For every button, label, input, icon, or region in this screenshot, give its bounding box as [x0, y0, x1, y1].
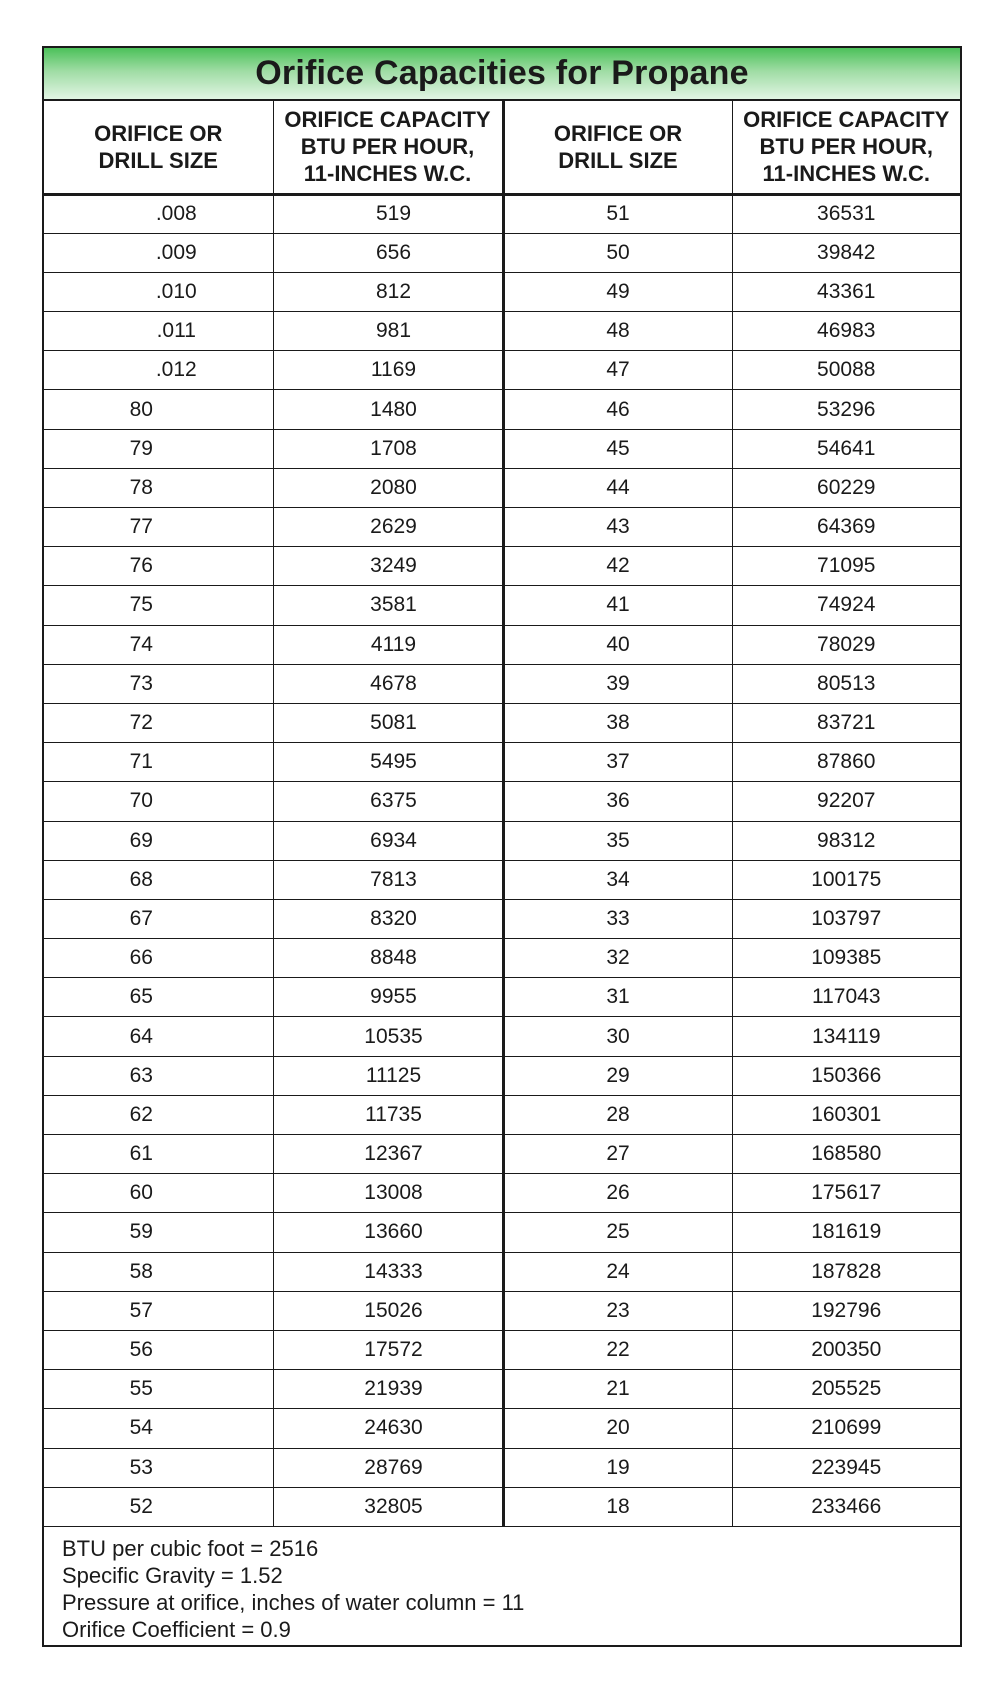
cell-orifice-size-right: 48: [503, 312, 732, 351]
cell-orifice-size-left: [44, 547, 273, 586]
cell-orifice-size-left: [44, 233, 273, 272]
orifice-size-left-value: 66: [129, 946, 153, 970]
orifice-size-left-value: 59: [129, 1220, 153, 1244]
table-row: [44, 1135, 960, 1174]
cell-capacity-left: [273, 703, 503, 742]
cell-capacity-left: [273, 1056, 503, 1095]
table-row: [44, 899, 960, 938]
cell-orifice-size-right: 22: [503, 1330, 732, 1369]
table-row: [44, 390, 960, 429]
cell-capacity-right: 78029: [732, 625, 960, 664]
orifice-size-left-value: 74: [129, 632, 153, 656]
cell-capacity-right: 160301: [732, 1095, 960, 1134]
orifice-size-left-value: 54: [129, 1416, 153, 1440]
orifice-size-left-value: 71: [129, 750, 153, 774]
orifice-size-left-value: 72: [129, 711, 153, 735]
cell-capacity-right: 60229: [732, 468, 960, 507]
orifice-size-left-value: 55: [129, 1377, 153, 1401]
cell-capacity-left: [273, 1291, 503, 1330]
cell-orifice-size-left: [44, 899, 273, 938]
orifice-size-left-value: 73: [129, 671, 153, 695]
orifice-size-left-value: 58: [129, 1259, 153, 1283]
capacity-left-value: 28769: [364, 1455, 423, 1479]
orifice-size-left-value: 53: [129, 1455, 153, 1479]
cell-capacity-right: 168580: [732, 1135, 960, 1174]
orifice-size-left-value: 69: [129, 828, 153, 852]
orifice-size-left-value: .011: [156, 319, 196, 343]
cell-capacity-left: [273, 1174, 503, 1213]
table-row: [44, 664, 960, 703]
cell-orifice-size-right: 34: [503, 860, 732, 899]
cell-orifice-size-right: 38: [503, 703, 732, 742]
note-specific-gravity: Specific Gravity = 1.52: [62, 1562, 283, 1588]
cell-capacity-left: [273, 429, 503, 468]
cell-capacity-right: 103797: [732, 899, 960, 938]
cell-orifice-size-right: 28: [503, 1095, 732, 1134]
notes: [44, 1527, 960, 1643]
table-row: [44, 351, 960, 390]
capacity-left-value: 1708: [370, 436, 417, 460]
table-row: [44, 1213, 960, 1252]
table-row: [44, 312, 960, 351]
orifice-size-left-value: 62: [129, 1102, 153, 1126]
cell-capacity-right: 74924: [732, 586, 960, 625]
orifice-size-left-value: 63: [129, 1063, 153, 1087]
cell-orifice-size-left: [44, 703, 273, 742]
cell-capacity-right: 233466: [732, 1487, 960, 1526]
cell-capacity-right: 80513: [732, 664, 960, 703]
cell-capacity-right: 150366: [732, 1056, 960, 1095]
note-pressure-at-orifice: Pressure at orifice, inches of water column = 11: [62, 1589, 525, 1615]
table-row: [44, 272, 960, 311]
capacity-left-value: 8320: [370, 906, 417, 930]
orifice-size-left-value: .012: [155, 358, 197, 382]
table-row: [44, 1174, 960, 1213]
table-row: [44, 1448, 960, 1487]
cell-capacity-right: 83721: [732, 703, 960, 742]
cell-orifice-size-right: 27: [503, 1135, 732, 1174]
capacity-left-value: 2629: [370, 515, 417, 539]
orifice-capacity-sheet: [42, 46, 962, 1647]
cell-orifice-size-left: [44, 625, 273, 664]
orifice-size-left-value: 57: [129, 1298, 153, 1322]
page-title: Orifice Capacities for Propane: [255, 54, 749, 92]
cell-capacity-right: 100175: [732, 860, 960, 899]
table-row: [44, 1409, 960, 1448]
cell-capacity-left: [273, 468, 503, 507]
cell-capacity-left: [273, 1213, 503, 1252]
cell-orifice-size-left: [44, 1291, 273, 1330]
title-bar: [44, 48, 960, 101]
cell-orifice-size-left: [44, 194, 273, 233]
orifice-size-left-value: 52: [129, 1494, 153, 1518]
header-orifice-size-left: ORIFICE OR DRILL SIZE: [44, 101, 273, 194]
cell-capacity-right: 117043: [732, 978, 960, 1017]
table-row: [44, 429, 960, 468]
cell-capacity-left: [273, 194, 503, 233]
cell-capacity-right: 175617: [732, 1174, 960, 1213]
cell-capacity-left: [273, 312, 503, 351]
cell-orifice-size-left: [44, 1135, 273, 1174]
cell-capacity-left: [273, 939, 503, 978]
cell-orifice-size-left: [44, 1252, 273, 1291]
cell-orifice-size-left: [44, 1095, 273, 1134]
cell-capacity-right: 71095: [732, 547, 960, 586]
capacity-left-value: 8848: [370, 946, 417, 970]
capacity-left-value: 5495: [370, 750, 417, 774]
cell-orifice-size-right: 42: [503, 547, 732, 586]
capacity-table: [44, 101, 960, 1527]
capacity-left-value: 4678: [370, 671, 417, 695]
cell-orifice-size-right: 40: [503, 625, 732, 664]
cell-capacity-right: 43361: [732, 272, 960, 311]
cell-capacity-left: [273, 821, 503, 860]
cell-orifice-size-right: 45: [503, 429, 732, 468]
cell-capacity-right: 53296: [732, 390, 960, 429]
cell-capacity-right: 87860: [732, 743, 960, 782]
cell-orifice-size-left: [44, 351, 273, 390]
capacity-left-value: 10535: [364, 1024, 423, 1048]
cell-orifice-size-right: 35: [503, 821, 732, 860]
cell-capacity-right: 46983: [732, 312, 960, 351]
note-orifice-coefficient: Orifice Coefficient = 0.9: [62, 1616, 291, 1642]
header-orifice-size-right: ORIFICE OR DRILL SIZE: [503, 101, 732, 194]
cell-capacity-left: [273, 664, 503, 703]
capacity-left-value: 13660: [364, 1220, 423, 1244]
capacity-left-value: 1480: [370, 397, 417, 421]
cell-capacity-left: [273, 272, 503, 311]
table-row: [44, 468, 960, 507]
cell-orifice-size-right: 24: [503, 1252, 732, 1291]
capacity-left-value: 981: [375, 319, 412, 343]
orifice-size-left-value: 70: [129, 789, 153, 813]
cell-orifice-size-right: 18: [503, 1487, 732, 1526]
cell-capacity-right: 134119: [732, 1017, 960, 1056]
cell-capacity-left: [273, 1095, 503, 1134]
cell-orifice-size-left: [44, 1330, 273, 1369]
cell-capacity-right: 92207: [732, 782, 960, 821]
cell-orifice-size-right: 36: [503, 782, 732, 821]
cell-orifice-size-right: 37: [503, 743, 732, 782]
table-row: [44, 821, 960, 860]
capacity-left-value: 519: [375, 202, 412, 226]
capacity-left-value: 3581: [370, 593, 417, 617]
capacity-left-value: 7813: [370, 867, 417, 891]
cell-capacity-right: 36531: [732, 194, 960, 233]
cell-orifice-size-right: 29: [503, 1056, 732, 1095]
cell-orifice-size-right: 46: [503, 390, 732, 429]
capacity-left-value: 11125: [365, 1063, 422, 1087]
cell-orifice-size-left: [44, 272, 273, 311]
capacity-left-value: 6375: [370, 789, 417, 813]
table-row: [44, 508, 960, 547]
cell-capacity-right: 50088: [732, 351, 960, 390]
capacity-left-value: 32805: [364, 1494, 423, 1518]
cell-orifice-size-left: [44, 1409, 273, 1448]
cell-orifice-size-left: [44, 978, 273, 1017]
table-row: [44, 978, 960, 1017]
table-row: [44, 1370, 960, 1409]
capacity-left-value: 9955: [370, 985, 417, 1009]
cell-capacity-left: [273, 1017, 503, 1056]
orifice-size-left-value: .009: [155, 240, 197, 264]
table-row: [44, 703, 960, 742]
cell-capacity-right: 210699: [732, 1409, 960, 1448]
orifice-size-left-value: 60: [129, 1181, 153, 1205]
table-body: [44, 194, 960, 1526]
capacity-left-value: 812: [375, 279, 412, 303]
cell-orifice-size-left: [44, 1056, 273, 1095]
cell-orifice-size-left: [44, 1487, 273, 1526]
cell-capacity-left: [273, 860, 503, 899]
table-row: [44, 860, 960, 899]
capacity-left-value: 24630: [364, 1416, 423, 1440]
header-capacity-left: ORIFICE CAPACITY BTU PER HOUR, 11-INCHES W.C.: [273, 101, 503, 194]
cell-orifice-size-right: 43: [503, 508, 732, 547]
table-row: [44, 1252, 960, 1291]
cell-orifice-size-right: 50: [503, 233, 732, 272]
cell-capacity-left: [273, 1135, 503, 1174]
cell-capacity-right: 98312: [732, 821, 960, 860]
capacity-left-value: 17572: [364, 1338, 423, 1362]
cell-capacity-left: [273, 586, 503, 625]
capacity-left-value: 656: [375, 240, 412, 264]
table-row: [44, 782, 960, 821]
cell-capacity-left: [273, 743, 503, 782]
capacity-left-value: 1169: [370, 358, 417, 382]
orifice-size-left-value: 64: [129, 1024, 153, 1048]
cell-capacity-left: [273, 978, 503, 1017]
orifice-size-left-value: 68: [129, 867, 153, 891]
table-row: [44, 1056, 960, 1095]
cell-orifice-size-right: 25: [503, 1213, 732, 1252]
cell-orifice-size-left: [44, 821, 273, 860]
cell-capacity-right: 187828: [732, 1252, 960, 1291]
cell-orifice-size-left: [44, 468, 273, 507]
cell-orifice-size-left: [44, 429, 273, 468]
cell-orifice-size-right: 49: [503, 272, 732, 311]
cell-orifice-size-left: [44, 782, 273, 821]
cell-orifice-size-right: 44: [503, 468, 732, 507]
table-row: [44, 547, 960, 586]
cell-capacity-right: 181619: [732, 1213, 960, 1252]
cell-orifice-size-right: 26: [503, 1174, 732, 1213]
cell-capacity-left: [273, 233, 503, 272]
header-capacity-right: ORIFICE CAPACITY BTU PER HOUR, 11-INCHES W.C.: [732, 101, 960, 194]
cell-capacity-left: [273, 1409, 503, 1448]
cell-capacity-right: 223945: [732, 1448, 960, 1487]
cell-capacity-right: 54641: [732, 429, 960, 468]
table-row: [44, 233, 960, 272]
table-row: [44, 194, 960, 233]
capacity-left-value: 2080: [370, 475, 417, 499]
cell-orifice-size-right: 19: [503, 1448, 732, 1487]
cell-capacity-right: 64369: [732, 508, 960, 547]
cell-capacity-left: [273, 625, 503, 664]
orifice-size-left-value: 79: [129, 436, 153, 460]
cell-orifice-size-right: 30: [503, 1017, 732, 1056]
cell-orifice-size-left: [44, 508, 273, 547]
cell-capacity-right: 205525: [732, 1370, 960, 1409]
table-row: [44, 586, 960, 625]
capacity-left-value: 5081: [370, 711, 417, 735]
cell-orifice-size-right: 32: [503, 939, 732, 978]
header-row: [44, 101, 960, 194]
cell-orifice-size-left: [44, 1448, 273, 1487]
table-row: [44, 1291, 960, 1330]
cell-orifice-size-left: [44, 312, 273, 351]
orifice-size-left-value: 56: [129, 1338, 153, 1362]
table-row: [44, 1017, 960, 1056]
cell-orifice-size-left: [44, 586, 273, 625]
cell-orifice-size-left: [44, 390, 273, 429]
capacity-left-value: 12367: [364, 1142, 423, 1166]
table-row: [44, 743, 960, 782]
cell-orifice-size-right: 23: [503, 1291, 732, 1330]
cell-orifice-size-right: 47: [503, 351, 732, 390]
cell-capacity-left: [273, 351, 503, 390]
capacity-left-value: 21939: [364, 1377, 423, 1401]
orifice-size-left-value: 77: [129, 515, 153, 539]
table-row: [44, 939, 960, 978]
cell-orifice-size-left: [44, 1174, 273, 1213]
table-row: [44, 625, 960, 664]
cell-capacity-left: [273, 390, 503, 429]
cell-orifice-size-left: [44, 1017, 273, 1056]
cell-orifice-size-right: 20: [503, 1409, 732, 1448]
cell-capacity-left: [273, 1330, 503, 1369]
orifice-size-left-value: .008: [155, 202, 197, 226]
cell-capacity-left: [273, 1487, 503, 1526]
cell-orifice-size-left: [44, 1370, 273, 1409]
cell-capacity-right: 200350: [732, 1330, 960, 1369]
table-row: [44, 1095, 960, 1134]
orifice-size-left-value: 80: [129, 397, 153, 421]
orifice-size-left-value: 76: [129, 554, 153, 578]
cell-capacity-left: [273, 782, 503, 821]
capacity-left-value: 6934: [370, 828, 417, 852]
capacity-left-value: 4119: [370, 632, 417, 656]
cell-capacity-right: 109385: [732, 939, 960, 978]
capacity-left-value: 11735: [365, 1102, 422, 1126]
cell-orifice-size-right: 21: [503, 1370, 732, 1409]
orifice-size-left-value: 67: [129, 906, 153, 930]
orifice-size-left-value: 61: [129, 1142, 153, 1166]
capacity-left-value: 3249: [370, 554, 417, 578]
cell-orifice-size-right: 31: [503, 978, 732, 1017]
cell-orifice-size-right: 39: [503, 664, 732, 703]
table-row: [44, 1487, 960, 1526]
cell-orifice-size-left: [44, 743, 273, 782]
cell-capacity-left: [273, 899, 503, 938]
capacity-left-value: 14333: [364, 1259, 423, 1283]
table-row: [44, 1330, 960, 1369]
cell-capacity-right: 39842: [732, 233, 960, 272]
capacity-left-value: 13008: [364, 1181, 423, 1205]
cell-orifice-size-right: 41: [503, 586, 732, 625]
orifice-size-left-value: 65: [129, 985, 153, 1009]
cell-capacity-left: [273, 547, 503, 586]
cell-orifice-size-right: 33: [503, 899, 732, 938]
cell-capacity-left: [273, 508, 503, 547]
cell-orifice-size-left: [44, 1213, 273, 1252]
capacity-left-value: 15026: [364, 1298, 423, 1322]
cell-orifice-size-left: [44, 664, 273, 703]
cell-orifice-size-right: 51: [503, 194, 732, 233]
cell-capacity-left: [273, 1370, 503, 1409]
orifice-size-left-value: 78: [129, 475, 153, 499]
orifice-size-left-value: 75: [129, 593, 153, 617]
note-btu-per-cubic-foot: BTU per cubic foot = 2516: [62, 1535, 319, 1561]
cell-orifice-size-left: [44, 860, 273, 899]
cell-capacity-left: [273, 1252, 503, 1291]
orifice-size-left-value: .010: [155, 279, 197, 303]
cell-orifice-size-left: [44, 939, 273, 978]
cell-capacity-right: 192796: [732, 1291, 960, 1330]
cell-capacity-left: [273, 1448, 503, 1487]
